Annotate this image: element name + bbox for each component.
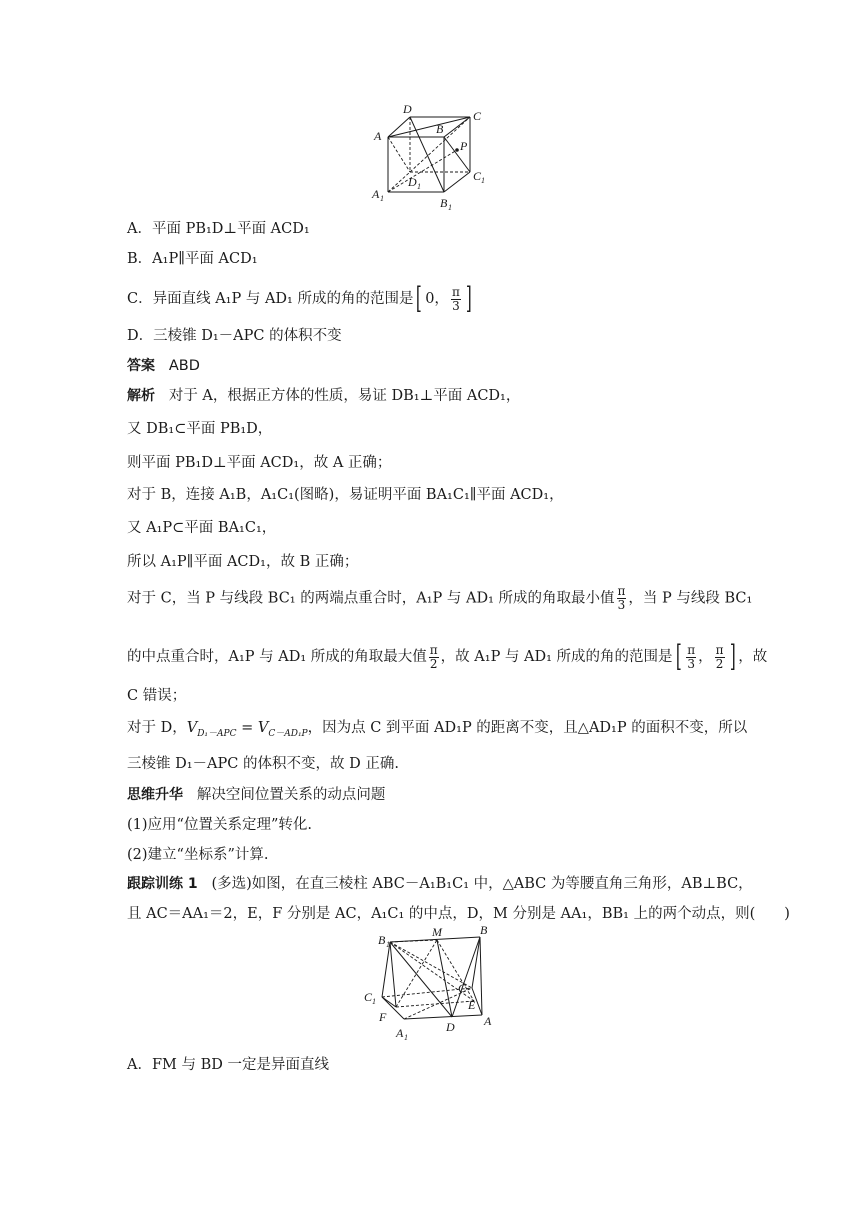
option2-a: A．FM 与 BD 一定是异面直线	[127, 1057, 329, 1073]
label-a: A	[374, 129, 382, 143]
answer-value: ABD	[168, 358, 200, 374]
thinking-label: 思维升华	[127, 787, 183, 803]
label-b: B	[480, 925, 488, 937]
label-d1-sub: 1	[417, 182, 421, 191]
label-c1-sub: 1	[481, 176, 485, 185]
fraction-pi-over-2: $\frac{\pi}{2}$	[715, 642, 724, 671]
analysis-line-2: 又 DB₁⊂平面 PB₁D，	[127, 421, 273, 437]
label-c1: C	[364, 990, 373, 1004]
analysis-line-8: 的中点重合时，A₁P 与 AD₁ 所成的角取最大值 $\frac{\pi}{2}$ ，故 A₁P 与 AD₁ 所成的角的范围是[ $\frac{\pi}{3}$ ， $\frac{\pi}{2}$ ] ，故	[127, 639, 768, 674]
option-a: A．平面 PB₁D⊥平面 ACD₁	[127, 221, 310, 237]
option-c-text: C．异面直线 A₁P 与 AD₁ 所成的角的范围是	[127, 291, 414, 307]
analysis-line-3: 则平面 PB₁D⊥平面 ACD₁，故 A 正确；	[127, 455, 392, 471]
right-bracket: ]	[729, 639, 736, 674]
analysis-line-5: 又 A₁P⊂平面 BA₁C₁，	[127, 520, 277, 536]
analysis-line-4: 对于 B，连接 A₁B，A₁C₁(图略)，易证明平面 BA₁C₁∥平面 ACD₁，	[127, 487, 564, 503]
label-d: D	[403, 102, 412, 116]
fraction-pi-over-3: $\frac{\pi}{3}$	[687, 642, 696, 671]
analysis-line-1: 解析 对于 A，根据正方体的性质，易证 DB₁⊥平面 ACD₁，	[127, 388, 521, 404]
option-c	[127, 281, 475, 316]
label-d1: D	[408, 175, 417, 189]
exercise-line-1: 跟踪训练 1 (多选)如图，在直三棱柱 ABC－A₁B₁C₁ 中，△ABC 为等腰直角三角形，AB⊥BC，	[127, 876, 753, 892]
label-b1: B	[440, 196, 448, 210]
label-c1: C	[473, 169, 482, 183]
thinking-title: 解决空间位置关系的动点问题	[196, 787, 386, 803]
fraction-pi-over-2: $\frac{\pi}{2}$	[429, 642, 438, 671]
label-m: M	[432, 925, 442, 939]
label-e: E	[468, 998, 476, 1012]
thinking-item-2: (2)建立“坐标系”计算.	[127, 847, 269, 863]
point-p-marker	[455, 148, 459, 152]
left-bracket: [	[675, 639, 682, 674]
analysis-line-6: 所以 A₁P∥平面 ACD₁，故 B 正确；	[127, 554, 359, 570]
right-bracket: ]	[465, 281, 472, 316]
option-b: B．A₁P∥平面 ACD₁	[127, 251, 258, 267]
analysis-label: 解析	[127, 388, 155, 404]
analysis-line-9: C 错误；	[127, 688, 187, 704]
cube-figure	[360, 100, 500, 210]
analysis-line-7: 对于 C，当 P 与线段 BC₁ 的两端点重合时，A₁P 与 AD₁ 所成的角取最小值 $\frac{\pi}{3}$ ，当 P 与线段 BC₁	[127, 584, 753, 612]
label-a: A	[484, 1014, 492, 1028]
label-b1: B	[378, 933, 386, 947]
label-b1-sub: 1	[386, 940, 390, 949]
label-c: C	[458, 981, 467, 995]
analysis-line-10: 对于 D，$V_{D_1-APC} = V_{C-AD_1P}$，因为点 C 到平面 AD₁P 的距离不变，且△AD₁P 的面积不变，所以	[127, 720, 748, 739]
answer-line	[127, 356, 200, 376]
label-b1-sub: 1	[448, 203, 452, 210]
label-p: P	[460, 139, 468, 153]
label-b: B	[436, 122, 444, 136]
option-c-range-left: 0，	[425, 291, 449, 307]
answer-label: 答案	[127, 358, 155, 374]
fraction-pi-over-3: $\frac{\pi}{3}$	[617, 584, 626, 612]
fraction-pi-over-3: $\frac{\pi}{3}$	[451, 284, 460, 313]
thinking-item-1: (1)应用“位置关系定理”转化.	[127, 817, 312, 833]
option-d: D．三棱锥 D₁－APC 的体积不变	[127, 328, 342, 344]
exercise-label: 跟踪训练 1	[127, 876, 198, 892]
analysis-line-11: 三棱锥 D₁－APC 的体积不变，故 D 正确.	[127, 756, 399, 772]
left-bracket: [	[416, 281, 423, 316]
label-c: C	[473, 109, 482, 123]
label-a1: A	[372, 187, 380, 201]
label-a1-sub: 1	[404, 1033, 408, 1042]
exercise-line-2: 且 AC＝AA₁＝2，E，F 分别是 AC，A₁C₁ 的中点，D，M 分别是 AA₁，BB₁ 上的两个动点，则( )	[127, 906, 790, 922]
label-f: F	[379, 1010, 387, 1024]
label-a1: A	[396, 1026, 404, 1040]
thinking-heading	[127, 785, 385, 805]
label-a1-sub: 1	[380, 194, 384, 203]
prism-figure	[362, 925, 512, 1045]
label-d: D	[446, 1020, 455, 1034]
label-c1-sub: 1	[372, 997, 376, 1006]
